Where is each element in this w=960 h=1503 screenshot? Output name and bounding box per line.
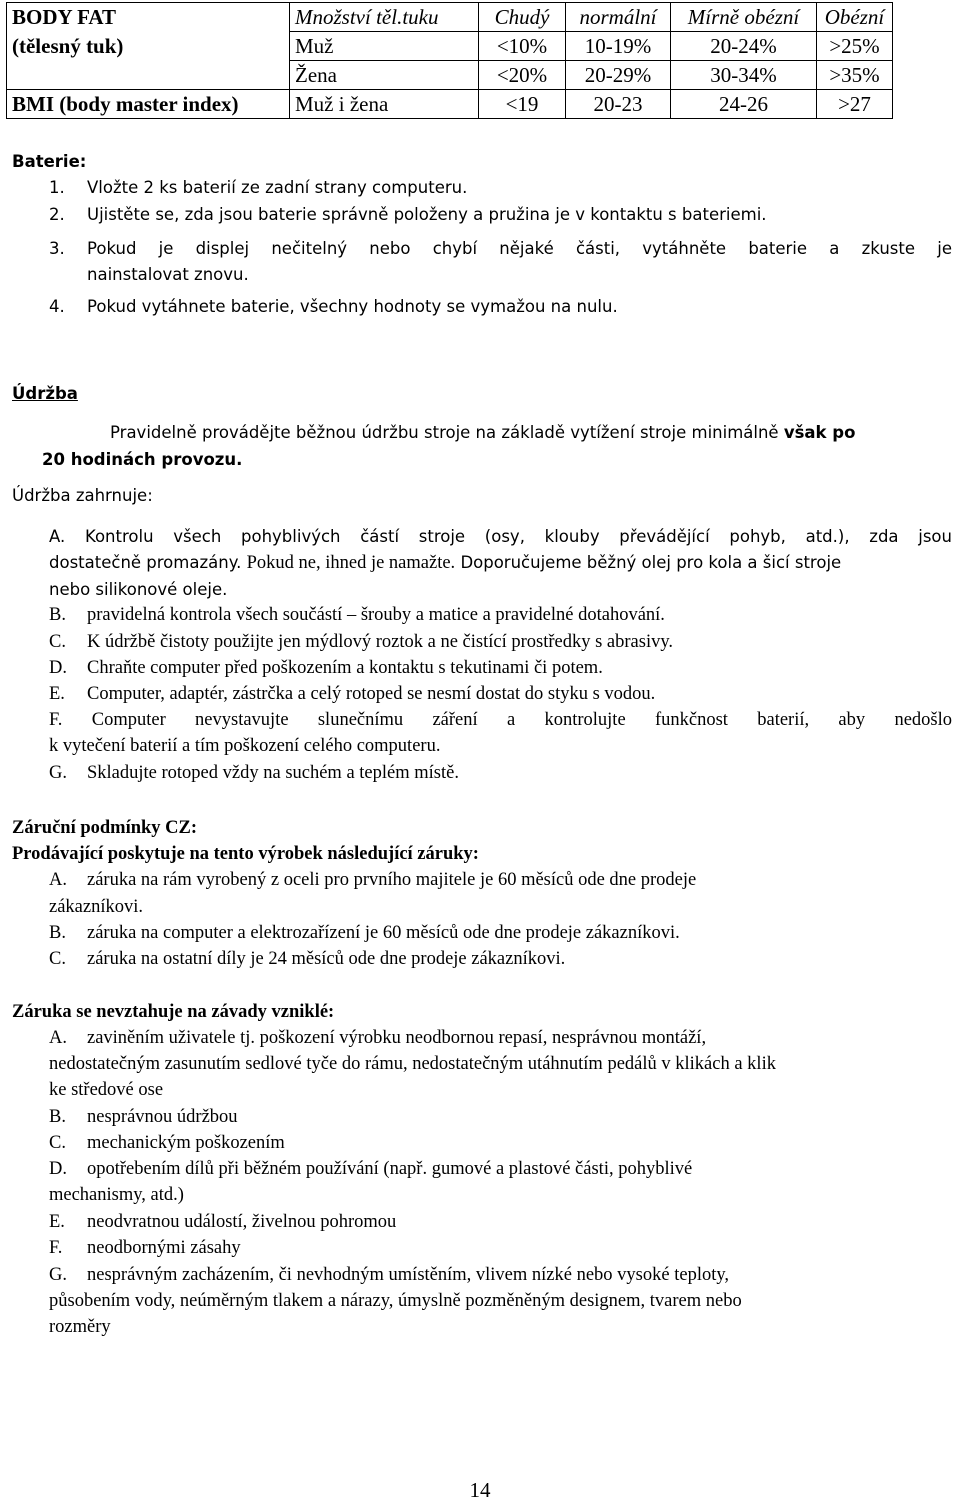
table-cell: Žena bbox=[290, 61, 479, 90]
list-text: nebo silikonové oleje. bbox=[49, 580, 228, 599]
table-cell: 20-23 bbox=[566, 90, 671, 119]
table-cell: >35% bbox=[817, 61, 893, 90]
list-item bbox=[49, 632, 952, 653]
table-cell: 20-24% bbox=[671, 32, 817, 61]
warranty-heading: Záruční podmínky CZ: bbox=[12, 818, 198, 838]
list-text: nesprávným zacházením, či nevhodným umístěním, vlivem nízké nebo vysoké teploty, bbox=[87, 1265, 730, 1285]
row-label-empty bbox=[7, 61, 290, 90]
list-text: Chraňte computer před poškozením a kontaktu s tekutinami či potem. bbox=[87, 658, 603, 678]
table-row bbox=[7, 61, 893, 90]
list-letter: A. bbox=[49, 1028, 67, 1048]
list-text: zákazníkovi. bbox=[49, 897, 143, 917]
list-text: opotřebením dílů při běžném používání (např. gumové a plastové části, pohyblivé bbox=[87, 1159, 693, 1179]
header-cell: normální bbox=[566, 3, 671, 32]
list-letter: C. bbox=[49, 1133, 66, 1153]
list-letter: A. bbox=[49, 870, 67, 890]
list-text: Doporučujeme běžný olej pro kola a šicí stroje bbox=[460, 553, 842, 572]
list-letter: G. bbox=[49, 763, 67, 783]
list-letter: E. bbox=[49, 684, 65, 704]
maintenance-intro-bold: 20 hodinách provozu. bbox=[42, 450, 243, 469]
list-letter: E. bbox=[49, 1212, 65, 1232]
list-letter: D. bbox=[49, 658, 67, 678]
list-text: nesprávnou údržbou bbox=[87, 1107, 238, 1127]
page-number: 14 bbox=[469, 1478, 491, 1502]
list-item bbox=[49, 605, 952, 626]
list-item bbox=[49, 1159, 952, 1180]
list-number: 1. bbox=[49, 178, 65, 197]
list-text: Pokud vytáhnete baterie, všechny hodnoty se vymažou na nulu. bbox=[87, 297, 618, 316]
maintenance-intro bbox=[110, 423, 855, 442]
list-letter: B. bbox=[49, 1107, 66, 1127]
maintenance-heading: Údržba bbox=[12, 384, 78, 403]
list-letter: B. bbox=[49, 923, 66, 943]
list-item bbox=[49, 870, 952, 891]
list-text: rozměry bbox=[49, 1317, 111, 1337]
table-row bbox=[7, 3, 893, 32]
list-text: k vytečení baterií a tím poškození celého computeru. bbox=[49, 736, 441, 756]
list-item bbox=[49, 297, 952, 319]
list-text: Pokud ne, ihned je namažte. bbox=[246, 553, 456, 573]
table-cell: <19 bbox=[479, 90, 566, 119]
list-text: záruka na ostatní díly je 24 měsíců ode dne prodeje zákazníkovi. bbox=[87, 949, 566, 969]
list-text: neodvratnou událostí, živelnou pohromou bbox=[87, 1212, 397, 1232]
list-text: Pokud je displej nečitelný nebo chybí nějaké části, vytáhněte baterie a zkuste je bbox=[87, 239, 952, 258]
list-item bbox=[49, 763, 952, 784]
table-cell: >27 bbox=[817, 90, 893, 119]
table-cell: 24-26 bbox=[671, 90, 817, 119]
body-fat-table bbox=[6, 2, 893, 119]
list-item bbox=[49, 1107, 952, 1128]
warranty-subheading: Prodávající poskytuje na tento výrobek následující záruky: bbox=[12, 844, 479, 864]
list-text: ke středové ose bbox=[49, 1080, 164, 1100]
exclusions-heading: Záruka se nevztahuje na závady vzniklé: bbox=[12, 1002, 335, 1022]
list-text: mechanismy, atd.) bbox=[49, 1185, 184, 1205]
list-item bbox=[49, 949, 952, 970]
row-label-body-fat: BODY FAT bbox=[7, 3, 290, 32]
list-text: dostatečně promazány. bbox=[49, 553, 242, 572]
list-item bbox=[49, 239, 952, 289]
list-item bbox=[49, 205, 952, 227]
header-cell: Mírně obézní bbox=[671, 3, 817, 32]
list-item bbox=[49, 710, 952, 731]
row-label-bmi: BMI (body master index) bbox=[7, 90, 290, 119]
list-item bbox=[49, 1212, 952, 1233]
list-text: zaviněním uživatele tj. poškození výrobku neodbornou repasí, nesprávnou montáží, bbox=[87, 1028, 707, 1048]
list-letter: A. bbox=[49, 527, 66, 546]
table-cell: Muž i žena bbox=[290, 90, 479, 119]
intro-plain: Pravidelně provádějte běžnou údržbu stroje na základě vytížení stroje minimálně bbox=[110, 423, 779, 442]
list-text: neodbornými zásahy bbox=[87, 1238, 241, 1258]
table-row bbox=[7, 32, 893, 61]
list-letter: F. bbox=[49, 1238, 63, 1258]
list-letter: F. bbox=[49, 710, 63, 730]
table-cell: >25% bbox=[817, 32, 893, 61]
list-text: mechanickým poškozením bbox=[87, 1133, 285, 1153]
list-number: 3. bbox=[49, 239, 65, 258]
row-label-tělesný-tuk: (tělesný tuk) bbox=[7, 32, 290, 61]
table-cell: <20% bbox=[479, 61, 566, 90]
list-item bbox=[49, 684, 952, 705]
list-item bbox=[49, 1028, 952, 1049]
list-text: nainstalovat znovu. bbox=[87, 265, 249, 284]
list-letter: B. bbox=[49, 605, 66, 625]
list-text: nedostatečným zasunutím sedlové tyče do rámu, nedostatečným utáhnutím pedálů v klikách a klik bbox=[49, 1054, 776, 1074]
list-number: 4. bbox=[49, 297, 65, 316]
list-text: Computer nevystavujte slunečnímu záření a kontrolujte funkčnost baterií, aby nedošlo bbox=[91, 710, 952, 730]
list-letter: D. bbox=[49, 1159, 67, 1179]
list-letter: C. bbox=[49, 949, 66, 969]
table-cell: Muž bbox=[290, 32, 479, 61]
header-cell: Obézní bbox=[817, 3, 893, 32]
list-item bbox=[49, 923, 952, 944]
table-cell: 30-34% bbox=[671, 61, 817, 90]
list-number: 2. bbox=[49, 205, 65, 224]
list-item bbox=[49, 1133, 952, 1154]
list-text: záruka na rám vyrobený z oceli pro prvního majitele je 60 měsíců ode dne prodeje bbox=[87, 870, 697, 890]
table-cell: <10% bbox=[479, 32, 566, 61]
header-cell: Množství těl.tuku bbox=[290, 3, 479, 32]
table-cell: 20-29% bbox=[566, 61, 671, 90]
list-item bbox=[49, 658, 952, 679]
list-item bbox=[49, 1265, 952, 1286]
table-cell: 10-19% bbox=[566, 32, 671, 61]
list-text-continued bbox=[49, 553, 841, 574]
list-letter: G. bbox=[49, 1265, 67, 1285]
maintenance-includes: Údržba zahrnuje: bbox=[12, 486, 153, 505]
intro-bold: však po bbox=[783, 423, 856, 442]
list-text: působením vody, neúměrným tlakem a nárazy, úmyslně pozměněným designem, tvarem nebo bbox=[49, 1291, 742, 1311]
list-text: záruka na computer a elektrozařízení je 60 měsíců ode dne prodeje zákazníkovi. bbox=[87, 923, 680, 943]
header-cell: Chudý bbox=[479, 3, 566, 32]
list-text: Vložte 2 ks baterií ze zadní strany computeru. bbox=[87, 178, 468, 197]
list-item bbox=[49, 1238, 952, 1259]
list-text: Computer, adaptér, zástrčka a celý rotoped se nesmí dostat do styku s vodou. bbox=[87, 684, 656, 704]
list-letter: C. bbox=[49, 632, 66, 652]
batteries-heading: Baterie: bbox=[12, 152, 87, 171]
list-text: Kontrolu všech pohyblivých částí stroje (osy, klouby převádějící pohyb, atd.), zda jsou bbox=[84, 527, 952, 546]
list-item bbox=[49, 178, 952, 200]
list-text: Ujistěte se, zda jsou baterie správně položeny a pružina je v kontaktu s bateriemi. bbox=[87, 205, 767, 224]
list-text: pravidelná kontrola všech součástí – šrouby a matice a pravidelné dotahování. bbox=[87, 605, 665, 625]
list-text: K údržbě čistoty použijte jen mýdlový roztok a ne čistící prostředky s abrasivy. bbox=[87, 632, 674, 652]
list-text: Skladujte rotoped vždy na suchém a teplém místě. bbox=[87, 763, 459, 783]
table-row bbox=[7, 90, 893, 119]
